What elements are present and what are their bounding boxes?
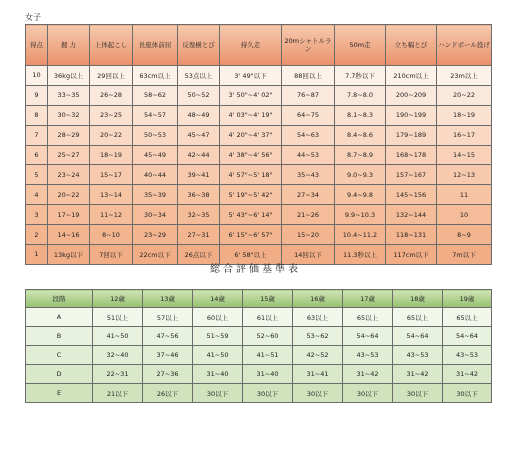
table-cell: 9.0~9.3	[335, 165, 386, 185]
table-cell: 30以下	[343, 384, 393, 403]
table-cell: 27~36	[143, 365, 193, 384]
table-cell: 31~42	[443, 365, 492, 384]
header-age-18: 18歳	[393, 290, 443, 308]
header-age-15: 15歳	[243, 290, 293, 308]
table-cell: 41~51	[243, 346, 293, 365]
header-age-14: 14歳	[193, 290, 243, 308]
table-cell: 54~57	[133, 105, 178, 125]
score-table-row	[26, 145, 492, 165]
table-cell: 88回以上	[282, 66, 335, 86]
table-cell: 64~75	[282, 105, 335, 125]
score-table-row	[26, 66, 492, 86]
header-age-13: 13歳	[143, 290, 193, 308]
table-cell: 43~53	[393, 346, 443, 365]
table-cell: 14~16	[48, 225, 90, 245]
table-cell: 15~20	[282, 225, 335, 245]
table-cell: 16~17	[437, 125, 492, 145]
table-cell: 8~10	[90, 225, 133, 245]
table-cell: 53~62	[293, 327, 343, 346]
table-cell: 50~53	[133, 125, 178, 145]
table-cell: 4	[26, 185, 48, 205]
table-cell: 27~31	[178, 225, 220, 245]
table-cell: 9.4~9.8	[335, 185, 386, 205]
score-table-row	[26, 105, 492, 125]
table-cell: 6	[26, 145, 48, 165]
table-cell: 26点以下	[178, 245, 220, 265]
table-cell: 23m以上	[437, 66, 492, 86]
table-cell: D	[26, 365, 93, 384]
table-cell: 11~12	[90, 205, 133, 225]
eval-table	[25, 289, 492, 403]
table-cell: 21以下	[93, 384, 143, 403]
table-cell: 30以下	[193, 384, 243, 403]
table-cell: 30以下	[393, 384, 443, 403]
table-cell: 47~56	[143, 327, 193, 346]
table-cell: 58~62	[133, 85, 178, 105]
table-cell: 76~87	[282, 85, 335, 105]
table-cell: 31~41	[293, 365, 343, 384]
score-table-row	[26, 225, 492, 245]
table-cell: 54~64	[443, 327, 492, 346]
table-cell: 7回以下	[90, 245, 133, 265]
table-cell: 43~53	[443, 346, 492, 365]
score-table-row	[26, 165, 492, 185]
table-cell: 8.1~8.3	[335, 105, 386, 125]
table-cell: 14~15	[437, 145, 492, 165]
table-cell: 50~52	[178, 85, 220, 105]
table-cell: 15~17	[90, 165, 133, 185]
table-cell: 26以下	[143, 384, 193, 403]
table-cell: 13kg以下	[48, 245, 90, 265]
table-cell: 30以下	[443, 384, 492, 403]
table-cell: 35~39	[133, 185, 178, 205]
score-table	[25, 24, 492, 265]
eval-table-row	[26, 327, 492, 346]
table-cell: 12~13	[437, 165, 492, 185]
table-cell: 11	[437, 185, 492, 205]
table-cell: 117cm以下	[386, 245, 437, 265]
header-grade: 段階	[26, 290, 93, 308]
table-cell: 11.3秒以上	[335, 245, 386, 265]
eval-table-row	[26, 346, 492, 365]
score-table-header-row	[26, 25, 492, 66]
table-cell: 4' 03"~4' 19"	[220, 105, 282, 125]
table-cell: 45~49	[133, 145, 178, 165]
table-cell: E	[26, 384, 93, 403]
header-age-19: 19歳	[443, 290, 492, 308]
table-cell: A	[26, 308, 93, 327]
header-grip: 握 力	[48, 25, 90, 66]
table-cell: 210cm以上	[386, 66, 437, 86]
table-cell: 31~42	[393, 365, 443, 384]
header-endurance-run: 持久走	[220, 25, 282, 66]
table-cell: 48~49	[178, 105, 220, 125]
table-cell: 54~64	[393, 327, 443, 346]
table-cell: 179~189	[386, 125, 437, 145]
table-cell: 37~46	[143, 346, 193, 365]
score-table-row	[26, 205, 492, 225]
table-cell: 13~14	[90, 185, 133, 205]
table-cell: 4' 20"~4' 37"	[220, 125, 282, 145]
table-cell: 3' 50"~4' 02"	[220, 85, 282, 105]
table-cell: 118~131	[386, 225, 437, 245]
table-cell: 200~209	[386, 85, 437, 105]
table-cell: 2	[26, 225, 48, 245]
table-cell: 45~47	[178, 125, 220, 145]
eval-table-row	[26, 308, 492, 327]
table-cell: 29回以上	[90, 66, 133, 86]
table-cell: 61以上	[243, 308, 293, 327]
table-cell: C	[26, 346, 93, 365]
table-cell: 41~50	[93, 327, 143, 346]
table-cell: 9	[26, 85, 48, 105]
table-cell: 31~40	[193, 365, 243, 384]
table-cell: 7.7秒以下	[335, 66, 386, 86]
table-cell: 5' 43"~6' 14"	[220, 205, 282, 225]
score-table-row	[26, 185, 492, 205]
table-cell: 41~50	[193, 346, 243, 365]
table-cell: 10	[26, 66, 48, 86]
table-cell: 5	[26, 165, 48, 185]
table-cell: 14回以下	[282, 245, 335, 265]
table-cell: 57以上	[143, 308, 193, 327]
table-cell: 22~31	[93, 365, 143, 384]
score-table-row	[26, 125, 492, 145]
table-cell: 42~44	[178, 145, 220, 165]
table-cell: 132~144	[386, 205, 437, 225]
header-age-12: 12歳	[93, 290, 143, 308]
eval-table-row	[26, 365, 492, 384]
header-sit-reach: 長座体前屈	[133, 25, 178, 66]
table-cell: 9.9~10.3	[335, 205, 386, 225]
table-cell: 42~52	[293, 346, 343, 365]
table-cell: 10	[437, 205, 492, 225]
table-cell: 6' 58"以上	[220, 245, 282, 265]
table-cell: 3' 49"以下	[220, 66, 282, 86]
table-cell: 39~41	[178, 165, 220, 185]
table-cell: 8.7~8.9	[335, 145, 386, 165]
table-cell: 4' 57"~5' 18"	[220, 165, 282, 185]
table-cell: 51~59	[193, 327, 243, 346]
table-cell: 23~25	[90, 105, 133, 125]
table-cell: 31~40	[243, 365, 293, 384]
table-cell: 7.8~8.0	[335, 85, 386, 105]
table-cell: 4' 38"~4' 56"	[220, 145, 282, 165]
table-cell: 26~28	[90, 85, 133, 105]
table-cell: 23~29	[133, 225, 178, 245]
score-table-row	[26, 85, 492, 105]
table-cell: 36kg以上	[48, 66, 90, 86]
table-cell: 30以下	[243, 384, 293, 403]
table-cell: 23~24	[48, 165, 90, 185]
table-cell: 32~35	[178, 205, 220, 225]
table-cell: B	[26, 327, 93, 346]
table-cell: 20~22	[90, 125, 133, 145]
table-cell: 8~9	[437, 225, 492, 245]
table-cell: 52~60	[243, 327, 293, 346]
header-score: 得点	[26, 25, 48, 66]
table-cell: 65以上	[393, 308, 443, 327]
table-cell: 20~22	[437, 85, 492, 105]
table-cell: 30以下	[293, 384, 343, 403]
table-cell: 145~156	[386, 185, 437, 205]
table-cell: 8	[26, 105, 48, 125]
eval-table-row	[26, 384, 492, 403]
table-cell: 28~29	[48, 125, 90, 145]
table-cell: 51以上	[93, 308, 143, 327]
table-cell: 31~42	[343, 365, 393, 384]
table-cell: 18~19	[90, 145, 133, 165]
table-cell: 33~35	[48, 85, 90, 105]
header-shuttle-run: 20mシャトルラン	[282, 25, 335, 66]
table-cell: 17~19	[48, 205, 90, 225]
header-age-17: 17歳	[343, 290, 393, 308]
header-50m-dash: 50m走	[335, 25, 386, 66]
table-cell: 43~53	[343, 346, 393, 365]
section-label-girls: 女子	[25, 13, 41, 22]
table-cell: 63以上	[293, 308, 343, 327]
table-cell: 168~178	[386, 145, 437, 165]
header-handball-throw: ハンドボール投げ	[437, 25, 492, 66]
table-cell: 157~167	[386, 165, 437, 185]
table-cell: 6' 15"~6' 57"	[220, 225, 282, 245]
table-cell: 7	[26, 125, 48, 145]
table-cell: 63cm以上	[133, 66, 178, 86]
table-cell: 1	[26, 245, 48, 265]
table-cell: 44~53	[282, 145, 335, 165]
table-cell: 8.4~8.6	[335, 125, 386, 145]
table-cell: 21~26	[282, 205, 335, 225]
table-cell: 7m以下	[437, 245, 492, 265]
header-long-jump: 立ち幅とび	[386, 25, 437, 66]
table-cell: 54~64	[343, 327, 393, 346]
table-cell: 27~34	[282, 185, 335, 205]
eval-table-header-row	[26, 290, 492, 308]
table-cell: 22cm以下	[133, 245, 178, 265]
table-cell: 65以上	[443, 308, 492, 327]
table-cell: 190~199	[386, 105, 437, 125]
table-cell: 60以上	[193, 308, 243, 327]
table-cell: 18~19	[437, 105, 492, 125]
table-cell: 54~63	[282, 125, 335, 145]
table-cell: 53点以上	[178, 66, 220, 86]
table-cell: 5' 19"~5' 42"	[220, 185, 282, 205]
table-cell: 40~44	[133, 165, 178, 185]
table-cell: 65以上	[343, 308, 393, 327]
header-side-step: 反復横とび	[178, 25, 220, 66]
table-cell: 10.4~11.2	[335, 225, 386, 245]
eval-table-title: 総合評価基準表	[210, 264, 301, 275]
table-cell: 20~22	[48, 185, 90, 205]
table-cell: 36~38	[178, 185, 220, 205]
table-cell: 3	[26, 205, 48, 225]
table-cell: 25~27	[48, 145, 90, 165]
table-cell: 32~40	[93, 346, 143, 365]
header-age-16: 16歳	[293, 290, 343, 308]
table-cell: 30~34	[133, 205, 178, 225]
table-cell: 30~32	[48, 105, 90, 125]
header-situps: 上体起こし	[90, 25, 133, 66]
table-cell: 35~43	[282, 165, 335, 185]
